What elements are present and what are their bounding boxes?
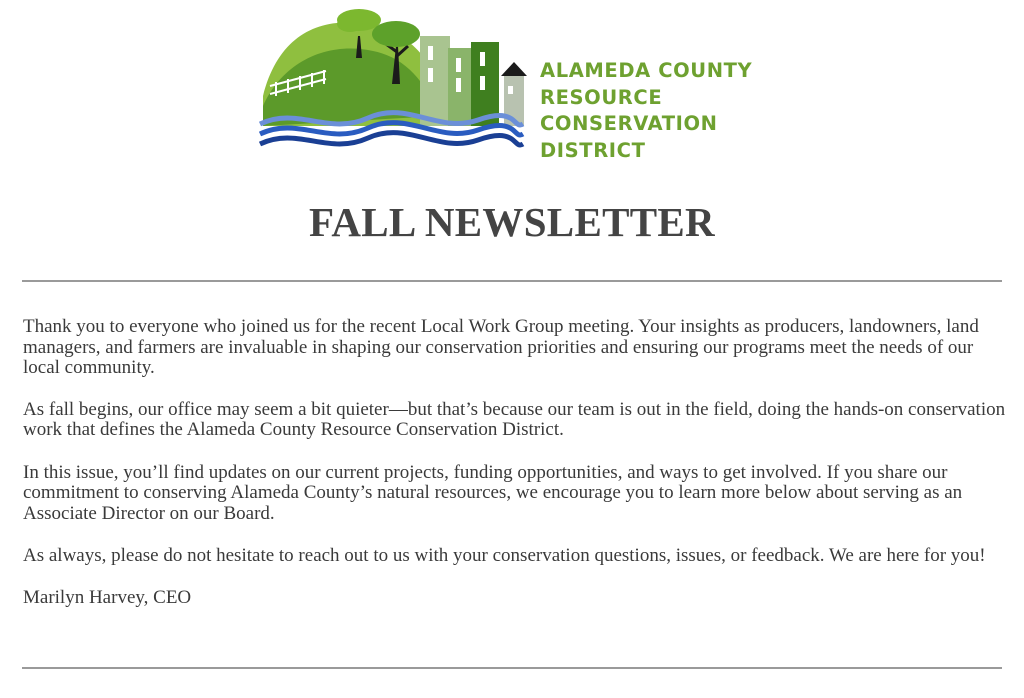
- district-name-line-4: DISTRICT: [540, 138, 646, 162]
- signature: Marilyn Harvey, CEO: [23, 586, 192, 608]
- newsletter-body: [23, 317, 1008, 629]
- newsletter-header: [0, 0, 1024, 175]
- fall-paragraph: As fall begins, our office may seem a bit quieter—but that’s because our team is out in the field, doing the hands-on conservation work that defines the Alameda County Resource Conservation District.: [23, 398, 1006, 440]
- district-name-line-1: ALAMEDA COUNTY: [540, 59, 753, 82]
- issue-paragraph: In this issue, you’ll find updates on our current projects, funding opportunities, and ways to get involved. If you share our commitment to conserving Alameda County’s natural resources, we encourage you to learn more below about serving as an Associate Director on our Board.: [23, 461, 963, 524]
- intro-paragraph: Thank you to everyone who joined us for the recent Local Work Group meeting. Your insights as producers, landowners, land managers, and farmers are invaluable in shaping our conservation priorities and ensuring our programs meet the needs of our local community.: [23, 316, 979, 378]
- bottom-divider: [22, 667, 1002, 669]
- page-title: FALL NEWSLETTER: [309, 199, 715, 245]
- top-divider: [22, 280, 1002, 282]
- district-name-line-2: RESOURCE: [540, 85, 663, 109]
- closing-paragraph: As always, please do not hesitate to reach out to us with your conservation questions, issues, or feedback. We are here for you!: [23, 545, 986, 566]
- district-name-line-3: CONSERVATION: [540, 112, 718, 135]
- district-name: [540, 58, 752, 164]
